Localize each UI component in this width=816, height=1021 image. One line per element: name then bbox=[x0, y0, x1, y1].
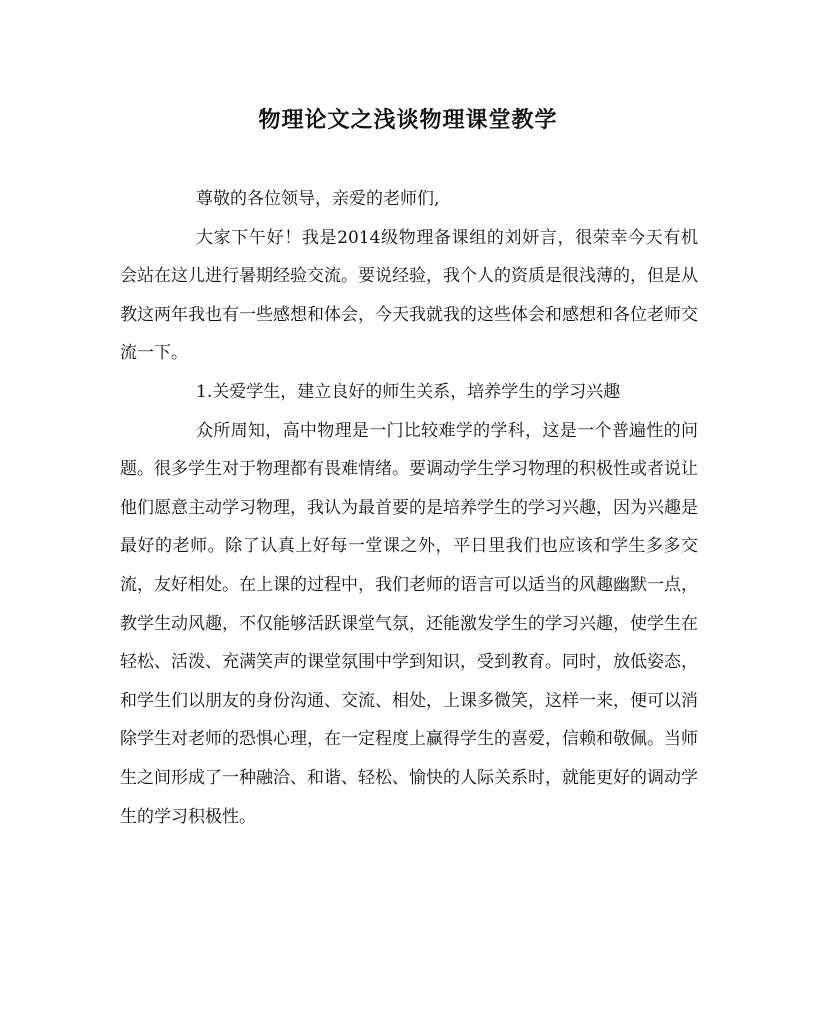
document-body bbox=[120, 180, 698, 836]
document-title: 物理论文之浅谈物理课堂教学 bbox=[258, 107, 558, 133]
section-heading: 1.关爱学生，建立良好的师生关系，培养学生的学习兴趣 bbox=[196, 381, 621, 402]
section-paragraph: 众所周知，高中物理是一门比较难学的学科，这是一个普遍性的问题。很多学生对于物理都有畏难情绪。要调动学生学习物理的积极性或者说让他们愿意主动学习物理，我认为最首要的是培养学生的学习兴趣，因为兴趣是最好的老师。除了认真上好每一堂课之外，平日里我们也应该和学生多多交流，友好相处。在上课的过程中，我们老师的语言可以适当的风趣幽默一点，教学生动风趣，不仅能够活跃课堂气氛，还能激发学生的学习兴趣，使学生在轻松、活泼、充满笑声的课堂氛围中学到知识，受到教育。同时，放低姿态，和学生们以朋友的身份沟通、交流、相处，上课多微笑，这样一来，便可以消除学生对老师的恐惧心理，在一定程度上赢得学生的喜爱，信赖和敬佩。当师生之间形成了一种融洽、和谐、轻松、愉快的人际关系时，就能更好的调动学生的学习积极性。 bbox=[120, 420, 698, 827]
intro-paragraph: 大家下午好！我是2014级物理备课组的刘妍言，很荣幸今天有机会站在这儿进行暑期经验交流。要说经验，我个人的资质是很浅薄的，但是从教这两年我也有一些感想和体会，今天我就我的这些体会和感想和各位老师交流一下。 bbox=[120, 227, 698, 364]
greeting-paragraph: 尊敬的各位领导，亲爱的老师们, bbox=[196, 189, 440, 209]
